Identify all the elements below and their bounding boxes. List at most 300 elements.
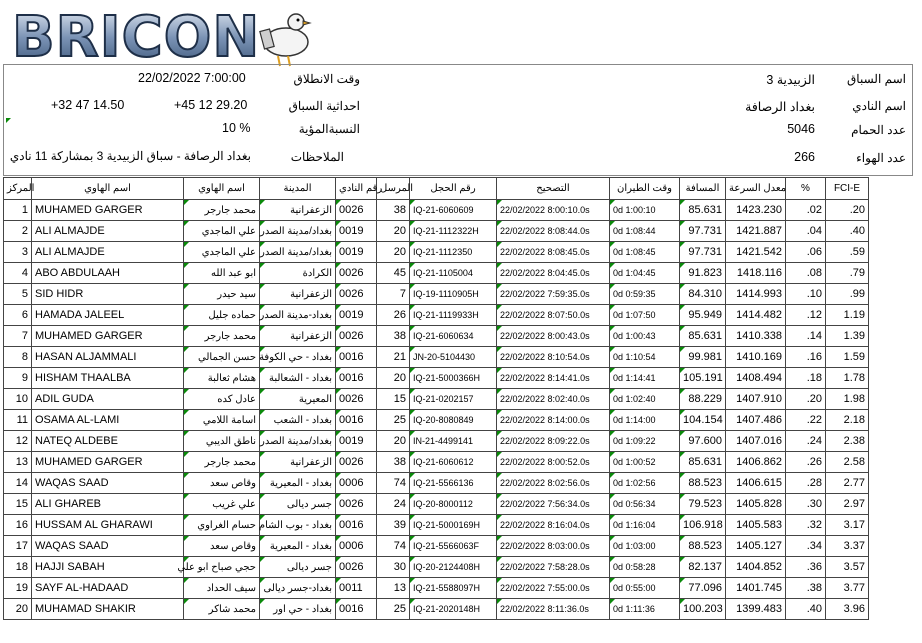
table-row: [4, 536, 869, 557]
cell-club-no: [336, 368, 377, 389]
cell-text: عادل كده: [217, 393, 256, 405]
cell-corrected-time: [497, 326, 610, 347]
cell-text: 1407.910: [736, 393, 782, 405]
cell-ring-no: [410, 473, 497, 494]
cell-ring-no: [410, 326, 497, 347]
cell-text: 30: [393, 561, 406, 573]
cell-marker: [680, 242, 685, 247]
cell-text: 22/02/2022 8:14:41.0s: [500, 373, 590, 383]
cell-marker: [260, 536, 265, 541]
cell-text: المعيرية: [298, 393, 332, 405]
cell-fci-e: [826, 473, 869, 494]
cell-rank: [4, 515, 32, 536]
cell-fancier-name-ar: [184, 431, 260, 452]
cell-speed: [726, 494, 786, 515]
cell-distance: [680, 473, 726, 494]
column-header-corrected-time: التصحيح: [497, 178, 610, 200]
cell-rank: [4, 284, 32, 305]
cell-text: 22/02/2022 8:07:50.0s: [500, 310, 590, 320]
cell-text: .12: [806, 309, 822, 321]
cell-text: 22/02/2022 8:02:56.0s: [500, 478, 590, 488]
cell-corrected-time: [497, 284, 610, 305]
cell-marker: [410, 284, 415, 289]
cell-text: 0d 1:09:22: [613, 436, 656, 446]
cell-text: الزعفرانية: [290, 204, 332, 216]
cell-text: 1404.852: [736, 561, 782, 573]
cell-fancier-name-ar: [184, 389, 260, 410]
cell-marker: [497, 326, 502, 331]
cell-text: .22: [806, 414, 822, 426]
cell-text: IQ-21-6060612: [413, 457, 474, 467]
cell-flight-time: [610, 263, 680, 284]
cell-fancier-name-en: [32, 410, 184, 431]
cell-text: 0006: [339, 477, 364, 489]
cell-text: 88.523: [688, 540, 722, 552]
cell-city: [260, 347, 336, 368]
cell-marker: [336, 578, 341, 583]
cell-percent: [786, 389, 826, 410]
cell-text: 0026: [339, 498, 364, 510]
cell-club-no: [336, 305, 377, 326]
cell-text: .32: [806, 519, 822, 531]
cell-text: 18: [15, 561, 28, 573]
cell-marker: [497, 515, 502, 520]
cell-marker: [497, 431, 502, 436]
cell-text: 10: [15, 393, 28, 405]
cell-text: 0016: [339, 372, 364, 384]
cell-marker: [410, 263, 415, 268]
cell-club-no: [336, 221, 377, 242]
cell-marker: [184, 221, 189, 226]
cell-marker: [610, 389, 615, 394]
cell-sent: [377, 431, 410, 452]
cell-ring-no: [410, 389, 497, 410]
cell-text: 1405.583: [736, 519, 782, 531]
cell-text: بغداد - حي الكوفة: [259, 351, 332, 363]
cell-marker: [184, 410, 189, 415]
cell-text: 91.823: [688, 267, 722, 279]
cell-city: [260, 578, 336, 599]
release-time-value: 22/02/2022 7:00:00: [138, 71, 246, 85]
cell-rank: [4, 536, 32, 557]
cell-flight-time: [610, 242, 680, 263]
column-header-fancier-name-ar: اسم الهاوي: [184, 178, 260, 200]
cell-text: 0d 0:59:35: [613, 289, 656, 299]
cell-fancier-name-ar: [184, 536, 260, 557]
cell-text: 1418.116: [736, 267, 782, 279]
cell-fancier-name-ar: [184, 347, 260, 368]
cell-fancier-name-ar: [184, 368, 260, 389]
cell-corrected-time: [497, 431, 610, 452]
cell-text: WAQAS SAAD: [35, 477, 109, 489]
cell-text: .40: [806, 603, 822, 615]
cell-fancier-name-en: [32, 200, 184, 221]
cell-marker: [497, 305, 502, 310]
cell-sent: [377, 578, 410, 599]
cell-text: محمد جارجر: [204, 456, 256, 468]
cell-marker: [336, 431, 341, 436]
cell-distance: [680, 200, 726, 221]
cell-text: 0d 1:02:40: [613, 394, 656, 404]
cell-text: 5: [21, 288, 28, 300]
cell-text: MUHAMED GARGER: [35, 456, 143, 468]
cell-rank: [4, 368, 32, 389]
cell-speed: [726, 347, 786, 368]
cell-text: 0d 1:16:04: [613, 520, 656, 530]
cell-ring-no: [410, 221, 497, 242]
cell-text: HAMADA JALEEL: [35, 309, 125, 321]
cell-distance: [680, 410, 726, 431]
cell-marker: [184, 515, 189, 520]
cell-percent: [786, 284, 826, 305]
cell-marker: [610, 557, 615, 562]
cell-text: ALI ALMAJDE: [35, 225, 105, 237]
cell-fancier-name-ar: [184, 515, 260, 536]
cell-fci-e: [826, 578, 869, 599]
cell-marker: [497, 347, 502, 352]
cell-text: 20: [393, 225, 406, 237]
cell-sent: [377, 389, 410, 410]
cell-text: 105.191: [683, 372, 723, 384]
cell-text: IQ-21-5566136: [413, 478, 474, 488]
cell-fancier-name-en: [32, 473, 184, 494]
cell-marker: [610, 242, 615, 247]
column-header-ring-no: رقم الحجل: [410, 178, 497, 200]
cell-text: 21: [393, 351, 406, 363]
cell-flight-time: [610, 368, 680, 389]
cell-text: 0026: [339, 330, 364, 342]
cell-sent: [377, 263, 410, 284]
cell-text: علي الماجدي: [201, 225, 256, 237]
cell-text: جسر ديالى: [286, 498, 332, 510]
cell-text: 1.19: [843, 309, 865, 321]
cell-fancier-name-en: [32, 389, 184, 410]
cell-text: 0d 1:00:43: [613, 331, 656, 341]
cell-ring-no: [410, 263, 497, 284]
cell-text: بغداد - المعيرية: [269, 540, 332, 552]
cell-text: 38: [393, 456, 406, 468]
cell-flight-time: [610, 347, 680, 368]
cell-marker: [336, 284, 341, 289]
cell-text: اسامة اللامي: [202, 414, 256, 426]
cell-text: 0d 1:11:36: [613, 604, 655, 614]
cell-fci-e: [826, 200, 869, 221]
cell-speed: [726, 431, 786, 452]
cell-text: 0d 1:03:00: [613, 541, 656, 551]
cell-distance: [680, 368, 726, 389]
cell-flight-time: [610, 494, 680, 515]
cell-fancier-name-en: [32, 599, 184, 620]
cell-speed: [726, 326, 786, 347]
cell-marker: [184, 263, 189, 268]
cell-fancier-name-ar: [184, 473, 260, 494]
cell-text: 24: [393, 498, 406, 510]
cell-fci-e: [826, 221, 869, 242]
cell-text: 1.59: [843, 351, 865, 363]
cell-marker: [336, 242, 341, 247]
race-info-panel: [3, 64, 913, 176]
cell-marker: [680, 368, 685, 373]
cell-corrected-time: [497, 347, 610, 368]
cell-corrected-time: [497, 599, 610, 620]
cell-text: 0d 1:08:45: [613, 247, 656, 257]
cell-text: سيد حيدر: [217, 288, 256, 300]
cell-text: 13: [393, 582, 406, 594]
pigeons-count-label: عدد الحمام: [851, 123, 906, 137]
cell-text: 22/02/2022 7:55:00.0s: [500, 583, 590, 593]
cell-text: .20: [806, 393, 822, 405]
cell-fancier-name-en: [32, 494, 184, 515]
cell-fancier-name-ar: [184, 284, 260, 305]
cell-distance: [680, 431, 726, 452]
cell-text: 20: [15, 603, 28, 615]
cell-distance: [680, 536, 726, 557]
cell-text: 97.731: [688, 246, 722, 258]
cell-text: 22/02/2022 8:03:00.0s: [500, 541, 590, 551]
cell-text: IQ-21-2020148H: [413, 604, 481, 614]
cell-text: 0d 1:14:41: [613, 373, 656, 383]
cell-corrected-time: [497, 494, 610, 515]
cell-marker: [260, 221, 265, 226]
cell-speed: [726, 557, 786, 578]
cell-text: 74: [393, 540, 406, 552]
cell-fancier-name-en: [32, 431, 184, 452]
cell-speed: [726, 263, 786, 284]
cell-speed: [726, 473, 786, 494]
cell-percent: [786, 557, 826, 578]
cell-marker: [260, 431, 265, 436]
cell-fancier-name-en: [32, 578, 184, 599]
cell-marker: [260, 494, 265, 499]
cell-speed: [726, 410, 786, 431]
cell-rank: [4, 263, 32, 284]
cell-fci-e: [826, 494, 869, 515]
cell-flight-time: [610, 536, 680, 557]
cell-flight-time: [610, 221, 680, 242]
cell-text: 2.18: [843, 414, 865, 426]
cell-text: 95.949: [688, 309, 722, 321]
cell-marker: [260, 347, 265, 352]
cell-marker: [497, 263, 502, 268]
cell-sent: [377, 452, 410, 473]
cell-text: وقاص سعد: [210, 540, 256, 552]
cell-text: 25: [393, 603, 406, 615]
cell-percent: [786, 452, 826, 473]
cell-text: .02: [806, 204, 822, 216]
cell-sent: [377, 305, 410, 326]
cell-text: بغداد - بوب الشام: [258, 519, 332, 531]
cell-text: IN-21-4499141: [413, 436, 474, 446]
cell-marker: [497, 221, 502, 226]
cell-text: 14: [15, 477, 28, 489]
cell-text: 4: [21, 267, 28, 279]
cell-marker: [610, 221, 615, 226]
cell-text: 85.631: [688, 330, 722, 342]
cell-marker: [410, 557, 415, 562]
cell-rank: [4, 326, 32, 347]
cell-city: [260, 410, 336, 431]
cell-text: 85.631: [688, 456, 722, 468]
cell-distance: [680, 305, 726, 326]
cell-fancier-name-ar: [184, 242, 260, 263]
cell-fci-e: [826, 515, 869, 536]
cell-city: [260, 305, 336, 326]
cell-text: IQ-21-5000366H: [413, 373, 481, 383]
cell-fancier-name-en: [32, 305, 184, 326]
cell-marker: [336, 536, 341, 541]
cell-percent: [786, 578, 826, 599]
cell-marker: [610, 347, 615, 352]
cell-distance: [680, 515, 726, 536]
cell-text: 0d 1:00:10: [613, 205, 656, 215]
cell-sent: [377, 326, 410, 347]
table-row: [4, 263, 869, 284]
cell-marker: [336, 347, 341, 352]
cell-text: 1405.828: [736, 498, 782, 510]
table-row: [4, 515, 869, 536]
cell-sent: [377, 494, 410, 515]
cell-marker: [260, 389, 265, 394]
cell-marker: [260, 578, 265, 583]
cell-marker: [184, 305, 189, 310]
cell-sent: [377, 221, 410, 242]
cell-fci-e: [826, 284, 869, 305]
cell-percent: [786, 242, 826, 263]
cell-fci-e: [826, 347, 869, 368]
cell-fancier-name-ar: [177, 557, 260, 578]
cell-text: ABO ABDULAAH: [35, 267, 120, 279]
cell-corrected-time: [497, 452, 610, 473]
cell-text: 0d 1:00:52: [613, 457, 656, 467]
table-row: [4, 599, 869, 620]
cell-text: 22/02/2022 7:58:28.0s: [500, 562, 590, 572]
cell-sent: [377, 410, 410, 431]
cell-corrected-time: [497, 515, 610, 536]
cell-speed: [726, 515, 786, 536]
cell-text: 8: [21, 351, 28, 363]
cell-text: IQ-21-1119933H: [413, 310, 479, 320]
cell-text: 0019: [339, 435, 364, 447]
cell-flight-time: [610, 473, 680, 494]
cell-text: .26: [806, 456, 822, 468]
cell-text: 1423.230: [736, 204, 782, 216]
cell-marker: [610, 326, 615, 331]
cell-ring-no: [410, 431, 497, 452]
cell-text: 79.523: [688, 498, 722, 510]
cell-text: 74: [393, 477, 406, 489]
cell-text: 22/02/2022 8:00:52.0s: [500, 457, 590, 467]
cell-marker: [610, 368, 615, 373]
cell-text: 97.731: [688, 225, 722, 237]
cell-marker: [336, 389, 341, 394]
cell-marker: [410, 515, 415, 520]
cell-city: [260, 473, 336, 494]
cell-marker: [184, 473, 189, 478]
cell-text: 0011: [339, 582, 363, 594]
cell-marker: [680, 305, 685, 310]
cell-text: الكرادة: [302, 267, 332, 279]
cell-text: IQ-21-1112350: [413, 247, 473, 257]
cell-marker: [497, 389, 502, 394]
cell-text: 1407.016: [736, 435, 782, 447]
cell-text: .99: [849, 288, 865, 300]
cell-text: 22/02/2022 8:10:54.0s: [500, 352, 590, 362]
cell-text: IQ-21-1112322H: [413, 226, 479, 236]
cell-marker: [680, 347, 685, 352]
cell-fci-e: [826, 326, 869, 347]
cell-ring-no: [410, 599, 497, 620]
cell-speed: [726, 599, 786, 620]
cell-club-no: [336, 284, 377, 305]
cell-fancier-name-ar: [184, 410, 260, 431]
cell-marker: [497, 284, 502, 289]
cell-speed: [726, 284, 786, 305]
cell-marker: [680, 284, 685, 289]
cell-sent: [377, 599, 410, 620]
table-row: [4, 389, 869, 410]
cell-marker: [260, 242, 265, 247]
cell-text: 38: [393, 330, 406, 342]
cell-marker: [410, 431, 415, 436]
cell-fancier-name-ar: [184, 305, 260, 326]
cell-text: .14: [806, 330, 822, 342]
cell-marker: [610, 515, 615, 520]
cell-percent: [786, 326, 826, 347]
cell-text: 12: [15, 435, 28, 447]
cell-percent: [786, 347, 826, 368]
cell-text: بغداد - الشعب: [273, 414, 332, 426]
percent-label: النسبةالمؤية: [298, 122, 360, 136]
cell-text: ناطق الديبي: [205, 435, 256, 447]
cell-speed: [726, 221, 786, 242]
cell-marker: [410, 452, 415, 457]
cell-text: 0026: [339, 204, 364, 216]
cell-sent: [377, 347, 410, 368]
cell-marker: [497, 410, 502, 415]
cell-text: 13: [15, 456, 28, 468]
cell-club-no: [336, 536, 377, 557]
results-body: [4, 200, 869, 620]
cell-text: .10: [806, 288, 822, 300]
cell-text: 1406.615: [736, 477, 782, 489]
cell-text: 104.154: [683, 414, 723, 426]
cell-text: 0016: [339, 351, 364, 363]
cell-text: 82.137: [688, 561, 722, 573]
cell-text: 2.77: [843, 477, 865, 489]
cell-text: 26: [393, 309, 406, 321]
cell-text: HAJJI SABAH: [35, 561, 105, 573]
cell-fancier-name-en: [32, 284, 184, 305]
cell-flight-time: [610, 578, 680, 599]
cell-text: 84.310: [688, 288, 722, 300]
table-row: [4, 452, 869, 473]
cell-marker: [260, 368, 265, 373]
cell-marker: [610, 305, 615, 310]
cell-flight-time: [610, 305, 680, 326]
cell-text: 15: [15, 498, 28, 510]
cell-text: 1407.486: [736, 414, 782, 426]
cell-text: IQ-21-1105004: [413, 268, 473, 278]
cell-city: [260, 368, 336, 389]
cell-text: 0d 1:10:54: [613, 352, 656, 362]
cell-text: HASAN ALJAMMALI: [35, 351, 137, 363]
cell-fancier-name-ar: [184, 494, 260, 515]
cell-marker: [680, 473, 685, 478]
cell-text: 20: [393, 372, 406, 384]
cell-marker: [680, 578, 685, 583]
cell-text: 22/02/2022 8:00:10.0s: [500, 205, 590, 215]
cell-text: بغداد/مدينة الصدر: [260, 246, 332, 258]
